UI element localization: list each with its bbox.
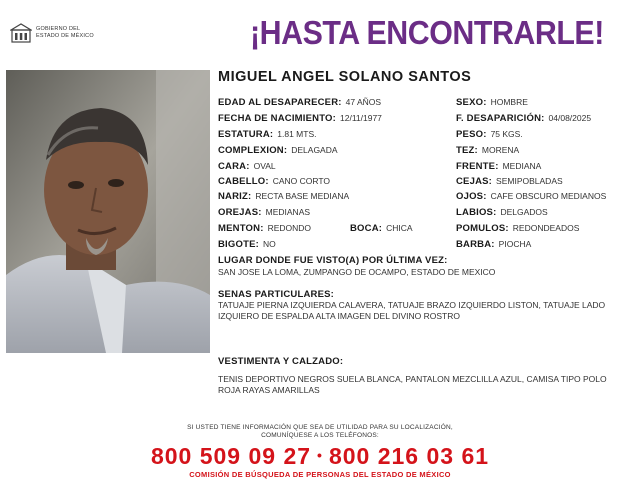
field-complexion-label: COMPLEXION: <box>218 145 288 156</box>
phone-separator: • <box>317 447 323 463</box>
field-ojos-label: OJOS: <box>456 191 487 202</box>
field-cejas <box>456 175 563 188</box>
field-bigote <box>218 238 276 251</box>
field-barba-label: BARBA: <box>456 239 495 250</box>
field-cejas-value: SEMIPOBLADAS <box>496 176 563 186</box>
phone-number-1[interactable]: 800 509 09 27 <box>150 443 312 469</box>
field-fecha-desaparicion <box>456 112 591 125</box>
field-estatura-value: 1.81 MTS. <box>277 129 317 139</box>
field-complexion-value: DELAGADA <box>291 145 338 155</box>
person-photo <box>6 70 210 353</box>
field-cara <box>218 160 276 173</box>
field-tez <box>456 144 519 157</box>
field-frente-label: FRENTE: <box>456 161 499 172</box>
field-frente <box>456 160 541 173</box>
field-peso-value: 75 KGS. <box>490 129 523 139</box>
field-orejas <box>218 206 310 219</box>
contact-info-line-1: SI USTED TIENE INFORMACIÓN QUE SEA DE UTILIDAD PARA SU LOCALIZACIÓN, <box>187 424 453 431</box>
phone-numbers <box>0 443 640 470</box>
field-pomulos <box>456 222 579 235</box>
field-fecha-nacimiento-value: 12/11/1977 <box>340 113 382 123</box>
state-government-seal-icon <box>10 22 32 44</box>
logo-line-2: ESTADO DE MÉXICO <box>36 33 94 39</box>
field-cabello <box>218 175 330 188</box>
field-boca-label: BOCA: <box>350 223 383 234</box>
field-barba <box>456 238 531 251</box>
field-tez-label: TEZ: <box>456 145 478 156</box>
person-name: MIGUEL ANGEL SOLANO SANTOS <box>218 69 472 85</box>
field-sexo-label: SEXO: <box>456 97 487 108</box>
marks-value: TATUAJE PIERNA IZQUIERDA CALAVERA, TATUAJE BRAZO IZQUIERDO LISTON, TATUAJE LADO IZQUIERO DE ESPALDA ALTA IMAGEN DEL DIVINO ROSTRO <box>218 300 606 321</box>
clothing-value: TENIS DEPORTIVO NEGROS SUELA BLANCA, PANTALON MEZCLILLA AZUL, CAMISA TIPO POLO ROJA RAYAS AMARILLAS <box>218 374 607 395</box>
field-complexion <box>218 144 338 157</box>
field-peso <box>456 128 523 141</box>
field-labios-value: DELGADOS <box>500 207 548 217</box>
field-cara-label: CARA: <box>218 161 250 172</box>
phone-number-2[interactable]: 800 216 03 61 <box>328 443 490 469</box>
marks-label: SENAS PARTICULARES: <box>218 289 335 300</box>
field-labios <box>456 206 548 219</box>
field-cejas-label: CEJAS: <box>456 176 493 187</box>
field-frente-value: MEDIANA <box>502 161 542 171</box>
field-fecha-nacimiento <box>218 112 382 125</box>
field-bigote-value: NO <box>262 239 276 249</box>
government-logo <box>10 22 94 44</box>
contact-info-line-2: COMUNÍQUESE A LOS TELÉFONOS: <box>261 432 379 439</box>
field-sexo-value: HOMBRE <box>490 97 528 107</box>
field-edad-label: EDAD AL DESAPARECER: <box>218 97 342 108</box>
field-barba-value: PIOCHA <box>498 239 532 249</box>
field-labios-label: LABIOS: <box>456 207 497 218</box>
field-cabello-value: CANO CORTO <box>272 176 330 186</box>
field-edad <box>218 96 381 109</box>
field-sexo <box>456 96 528 109</box>
field-peso-label: PESO: <box>456 129 487 140</box>
field-boca-value: CHICA <box>386 223 413 233</box>
field-pomulos-label: POMULOS: <box>456 223 509 234</box>
field-menton-value: REDONDO <box>267 223 312 233</box>
poster-headline: ¡HASTA ENCONTRARLE! <box>250 14 604 51</box>
field-menton <box>218 222 311 235</box>
field-pomulos-value: REDONDEADOS <box>512 223 580 233</box>
field-estatura <box>218 128 317 141</box>
person-photo-illustration <box>6 70 210 353</box>
field-nariz-value: RECTA BASE MEDIANA <box>255 191 350 201</box>
field-edad-value: 47 AÑOS <box>345 97 382 107</box>
field-orejas-value: MEDIANAS <box>265 207 311 217</box>
field-boca <box>350 222 413 235</box>
logo-line-1: GOBIERNO DEL <box>36 26 81 32</box>
field-ojos <box>456 190 606 203</box>
field-ojos-value: CAFE OBSCURO MEDIANOS <box>490 191 607 201</box>
field-fecha-desaparicion-value: 04/08/2025 <box>548 113 592 123</box>
last-seen-value: SAN JOSE LA LOMA, ZUMPANGO DE OCAMPO, ESTADO DE MEXICO <box>218 267 496 277</box>
field-tez-value: MORENA <box>481 145 520 155</box>
field-cara-value: OVAL <box>253 161 276 171</box>
field-menton-label: MENTON: <box>218 223 264 234</box>
last-seen-label: LUGAR DONDE FUE VISTO(A) POR ÚLTIMA VEZ: <box>218 255 448 266</box>
contact-info <box>0 424 640 440</box>
field-orejas-label: OREJAS: <box>218 207 262 218</box>
field-cabello-label: CABELLO: <box>218 176 269 187</box>
field-fecha-nacimiento-label: FECHA DE NACIMIENTO: <box>218 113 336 124</box>
field-fecha-desaparicion-label: F. DESAPARICIÓN: <box>456 113 545 124</box>
field-nariz-label: NARIZ: <box>218 191 252 202</box>
clothing-label: VESTIMENTA Y CALZADO: <box>218 356 344 367</box>
commission-footer: COMISIÓN DE BÚSQUEDA DE PERSONAS DEL ESTADO DE MÉXICO <box>189 470 451 479</box>
field-bigote-label: BIGOTE: <box>218 239 259 250</box>
field-nariz <box>218 190 349 203</box>
field-estatura-label: ESTATURA: <box>218 129 274 140</box>
